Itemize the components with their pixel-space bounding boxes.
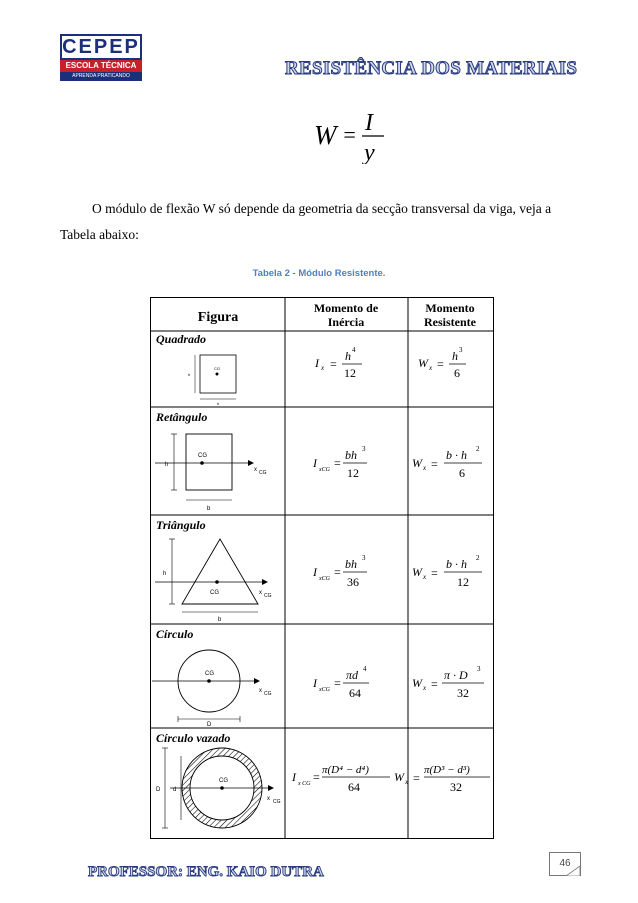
cg-point xyxy=(215,580,219,584)
d-label: D xyxy=(207,722,212,728)
header-inercia-2: Inércia xyxy=(327,315,365,329)
row-quadrado xyxy=(156,332,466,406)
w-var: W xyxy=(412,565,422,579)
h-label: h xyxy=(163,571,167,577)
row-name: Triângulo xyxy=(156,518,206,532)
w-num-exp: 3 xyxy=(477,665,481,673)
professor-footer: PROFESSOR: ENG. KAIO DUTRA xyxy=(88,864,324,880)
i-sub: x xyxy=(321,364,325,372)
i-num: πd xyxy=(346,668,359,682)
cg-label: CG xyxy=(219,778,228,784)
svg-text:=: = xyxy=(431,457,438,471)
i-num: π(D⁴ − d⁴) xyxy=(322,764,369,776)
section-modulus-formula xyxy=(312,108,392,164)
row-triangulo xyxy=(155,518,482,623)
h-label: h xyxy=(188,372,191,377)
i-num-exp: 4 xyxy=(352,346,356,354)
x-sub-label: CG xyxy=(273,799,281,805)
b-label: b xyxy=(218,617,222,623)
row-retangulo xyxy=(155,410,482,512)
w-den: 6 xyxy=(459,466,465,480)
i-num-exp: 3 xyxy=(362,445,366,453)
i-sub: xCG xyxy=(319,687,330,693)
w-sub: x xyxy=(423,684,427,692)
x-label: x xyxy=(259,688,262,694)
header-resist-1: Momento xyxy=(425,301,475,315)
header-inercia-1: Momento de xyxy=(313,301,379,315)
svg-text:=: = xyxy=(431,566,438,580)
w-den: 32 xyxy=(450,780,462,794)
logo-name: CEPEP xyxy=(60,34,142,60)
i-var: I xyxy=(313,676,317,690)
w-num: π(D³ − d³) xyxy=(424,764,470,776)
cg-point xyxy=(200,461,204,465)
b-label: b xyxy=(207,506,211,512)
w-sub: x xyxy=(423,573,427,581)
svg-text:=: = xyxy=(334,676,341,690)
row-name: Retângulo xyxy=(156,410,208,424)
w-num-exp: 3 xyxy=(459,346,463,354)
module-table xyxy=(150,297,495,839)
i-var: I xyxy=(313,456,317,470)
w-sub: x xyxy=(405,778,409,786)
x-sub-label: CG xyxy=(264,691,272,697)
i-den: 64 xyxy=(349,686,361,700)
i-num: h xyxy=(345,349,351,363)
cg-label: CG xyxy=(198,453,207,459)
body-paragraph xyxy=(60,196,560,248)
formula-lhs: W xyxy=(314,120,337,150)
w-num: h xyxy=(452,349,458,363)
logo-line2: APRENDA PRATICANDO xyxy=(60,72,142,81)
i-den: 12 xyxy=(344,366,356,380)
formula-numerator: I xyxy=(365,110,373,136)
page-fold-icon xyxy=(566,866,580,876)
x-sub-label: CG xyxy=(259,470,267,476)
cg-point xyxy=(220,786,224,790)
formula-equals: = xyxy=(342,122,357,147)
w-var: W xyxy=(412,676,422,690)
w-sub: x xyxy=(429,364,433,372)
i-var: I xyxy=(292,770,296,784)
paragraph-line-2: Tabela abaixo: xyxy=(60,227,139,242)
cepep-logo xyxy=(60,34,142,86)
b-label: h xyxy=(217,401,220,406)
w-num: b · h xyxy=(446,557,467,571)
x-label: x xyxy=(267,796,270,802)
i-num-exp: 3 xyxy=(362,554,366,562)
svg-text:=: = xyxy=(330,357,337,371)
page-number: 46 xyxy=(549,852,581,876)
x-label: x xyxy=(259,590,262,596)
page-header-title: RESISTÊNCIA DOS MATERIAIS xyxy=(285,58,578,79)
svg-text:=: = xyxy=(431,677,438,691)
w-den: 12 xyxy=(457,575,469,589)
i-den: 36 xyxy=(347,575,359,589)
row-circulo-vazado xyxy=(156,731,490,828)
header-resist-2: Resistente xyxy=(424,315,476,329)
triangle-shape xyxy=(182,539,258,604)
cg-label: CG xyxy=(210,590,219,596)
w-den: 6 xyxy=(454,366,460,380)
w-num: b · h xyxy=(446,448,467,462)
w-sub: x xyxy=(423,464,427,472)
i-sub: xCG xyxy=(319,576,330,582)
svg-text:=: = xyxy=(334,456,341,470)
row-name: Círculo vazado xyxy=(156,731,231,745)
i-var: I xyxy=(315,356,319,370)
row-circulo xyxy=(152,627,484,728)
cg-point xyxy=(207,679,211,683)
x-sub-label: CG xyxy=(264,593,272,599)
i-var: I xyxy=(313,565,317,579)
h-label: h xyxy=(165,462,169,468)
rectangle-shape xyxy=(186,434,232,490)
w-num-exp: 2 xyxy=(476,554,480,562)
w-num-exp: 2 xyxy=(476,445,480,453)
i-num: bh xyxy=(345,557,357,571)
i-sub: x CG xyxy=(298,781,311,787)
svg-text:=: = xyxy=(334,565,341,579)
i-num: bh xyxy=(345,448,357,462)
i-den: 64 xyxy=(348,780,360,794)
row-name: Quadrado xyxy=(156,332,207,346)
i-num-exp: 4 xyxy=(363,665,367,673)
w-num: π · D xyxy=(444,668,468,682)
i-sub: xCG xyxy=(319,467,330,473)
row-name: Círculo xyxy=(156,627,194,641)
svg-text:=: = xyxy=(313,770,320,784)
inner-d-label: d xyxy=(173,787,177,793)
cg-point xyxy=(216,373,219,376)
cg-label: CG xyxy=(214,366,220,371)
i-den: 12 xyxy=(347,466,359,480)
w-den: 32 xyxy=(457,686,469,700)
logo-line1: ESCOLA TÉCNICA xyxy=(60,60,142,72)
table-caption: Tabela 2 - Módulo Resistente. xyxy=(252,268,386,279)
w-var: W xyxy=(394,770,404,784)
svg-text:=: = xyxy=(413,771,420,785)
formula-denominator: y xyxy=(364,140,375,164)
w-var: W xyxy=(418,356,428,370)
x-label: x xyxy=(254,467,257,473)
paragraph-line-1: O módulo de flexão W só depende da geometria da secção transversal da viga, veja a xyxy=(92,201,552,216)
cg-label: CG xyxy=(205,671,214,677)
header-figura: Figura xyxy=(197,310,239,325)
w-var: W xyxy=(412,456,422,470)
outer-d-label: D xyxy=(156,787,161,793)
svg-text:=: = xyxy=(437,357,444,371)
